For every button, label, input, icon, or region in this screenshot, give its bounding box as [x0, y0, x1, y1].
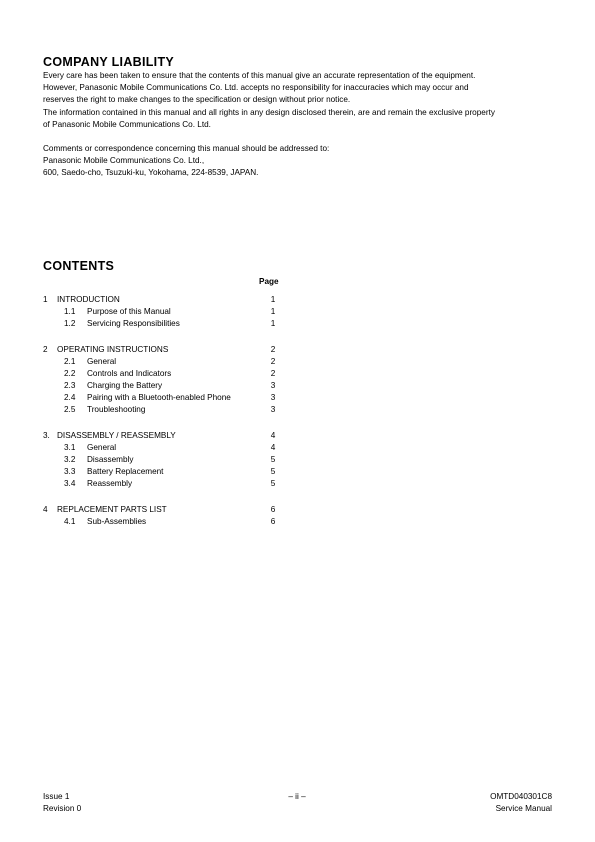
- page-number: – ii –: [288, 792, 306, 801]
- toc-section-number: 1: [43, 295, 48, 304]
- toc-subsection-title: Reassembly: [87, 479, 133, 488]
- toc-subsection-title: Troubleshooting: [87, 405, 146, 414]
- liability-line: of Panasonic Mobile Communications Co. Ltd.: [43, 119, 211, 129]
- correspondence-line: Panasonic Mobile Communications Co. Ltd.,: [43, 156, 205, 166]
- toc-page-number: 1: [270, 319, 276, 328]
- toc-page-number: 3: [270, 381, 276, 390]
- contents-heading: CONTENTS: [43, 259, 115, 273]
- toc-subsection-number: 2.3: [64, 381, 76, 390]
- toc-section-title: REPLACEMENT PARTS LIST: [57, 505, 167, 514]
- toc-subsection-number: 3.4: [64, 479, 76, 488]
- toc-page-number: 6: [270, 517, 276, 526]
- toc-page-number: 1: [270, 307, 276, 316]
- toc-page-number: 2: [270, 345, 276, 354]
- toc-subsection-number: 4.1: [64, 517, 76, 526]
- toc-subsection-title: Purpose of this Manual: [87, 307, 171, 316]
- toc-subsection-title: Battery Replacement: [87, 467, 164, 476]
- issue-label: Issue 1: [43, 792, 70, 801]
- toc-page-number: 5: [270, 479, 276, 488]
- correspondence-paragraph: [43, 143, 543, 180]
- toc-subsection-number: 2.1: [64, 357, 76, 366]
- toc-subsection-title: Servicing Responsibilities: [87, 319, 180, 328]
- footer-left: [43, 791, 81, 815]
- toc-subsection-number: 2.4: [64, 393, 76, 402]
- toc-subsection-number: 2.5: [64, 405, 76, 414]
- page-column-header: Page: [259, 277, 279, 286]
- toc-subsection-title: General: [87, 443, 117, 452]
- footer-right: [490, 791, 552, 815]
- toc-page-number: 6: [270, 505, 276, 514]
- liability-line: However, Panasonic Mobile Communications Co. Ltd. accepts no responsibility for inaccuracies which may occur and: [43, 83, 469, 93]
- toc-subsection-number: 1.1: [64, 307, 76, 316]
- liability-heading: COMPANY LIABILITY: [43, 55, 175, 69]
- table-of-contents: [43, 294, 303, 534]
- correspondence-line: 600, Saedo-cho, Tsuzuki-ku, Yokohama, 224-8539, JAPAN.: [43, 168, 259, 178]
- toc-subsection-title: Disassembly: [87, 455, 134, 464]
- liability-paragraph: [43, 70, 543, 131]
- toc-page-number: 2: [270, 369, 276, 378]
- toc-page-number: 4: [270, 431, 276, 440]
- toc-section-number: 4: [43, 505, 48, 514]
- toc-page-number: 5: [270, 455, 276, 464]
- toc-subsection-title: Sub-Assemblies: [87, 517, 147, 526]
- toc-page-number: 5: [270, 467, 276, 476]
- toc-page-number: 1: [270, 295, 276, 304]
- toc-subsection-title: Pairing with a Bluetooth-enabled Phone: [87, 393, 231, 402]
- toc-page-number: 4: [270, 443, 276, 452]
- toc-section-number: 2: [43, 345, 48, 354]
- toc-section-title: OPERATING INSTRUCTIONS: [57, 345, 169, 354]
- toc-page-number: 3: [270, 393, 276, 402]
- toc-subsection-number: 3.3: [64, 467, 76, 476]
- document-type: Service Manual: [495, 804, 552, 813]
- toc-page-number: 2: [270, 357, 276, 366]
- toc-subsection-number: 3.1: [64, 443, 76, 452]
- liability-line: Every care has been taken to ensure that the contents of this manual give an accurate representation of the equipment.: [43, 71, 476, 80]
- toc-subsection-number: 2.2: [64, 369, 76, 378]
- toc-subsection-title: Charging the Battery: [87, 381, 163, 390]
- toc-page-number: 3: [270, 405, 276, 414]
- toc-subsection-title: General: [87, 357, 117, 366]
- liability-line: The information contained in this manual and all rights in any design disclosed therein, are and remain the exclusive property: [43, 107, 495, 117]
- toc-section-title: DISASSEMBLY / REASSEMBLY: [57, 431, 176, 440]
- toc-subsection-title: Controls and Indicators: [87, 369, 172, 378]
- toc-subsection-number: 1.2: [64, 319, 76, 328]
- toc-section-title: INTRODUCTION: [57, 295, 120, 304]
- correspondence-line: Comments or correspondence concerning this manual should be addressed to:: [43, 144, 330, 153]
- liability-line: reserves the right to make changes to the specification or design without prior notice.: [43, 95, 351, 105]
- toc-subsection-number: 3.2: [64, 455, 76, 464]
- document-id: OMTD040301C8: [490, 792, 552, 801]
- toc-section-number: 3.: [43, 431, 50, 440]
- revision-label: Revision 0: [43, 804, 82, 813]
